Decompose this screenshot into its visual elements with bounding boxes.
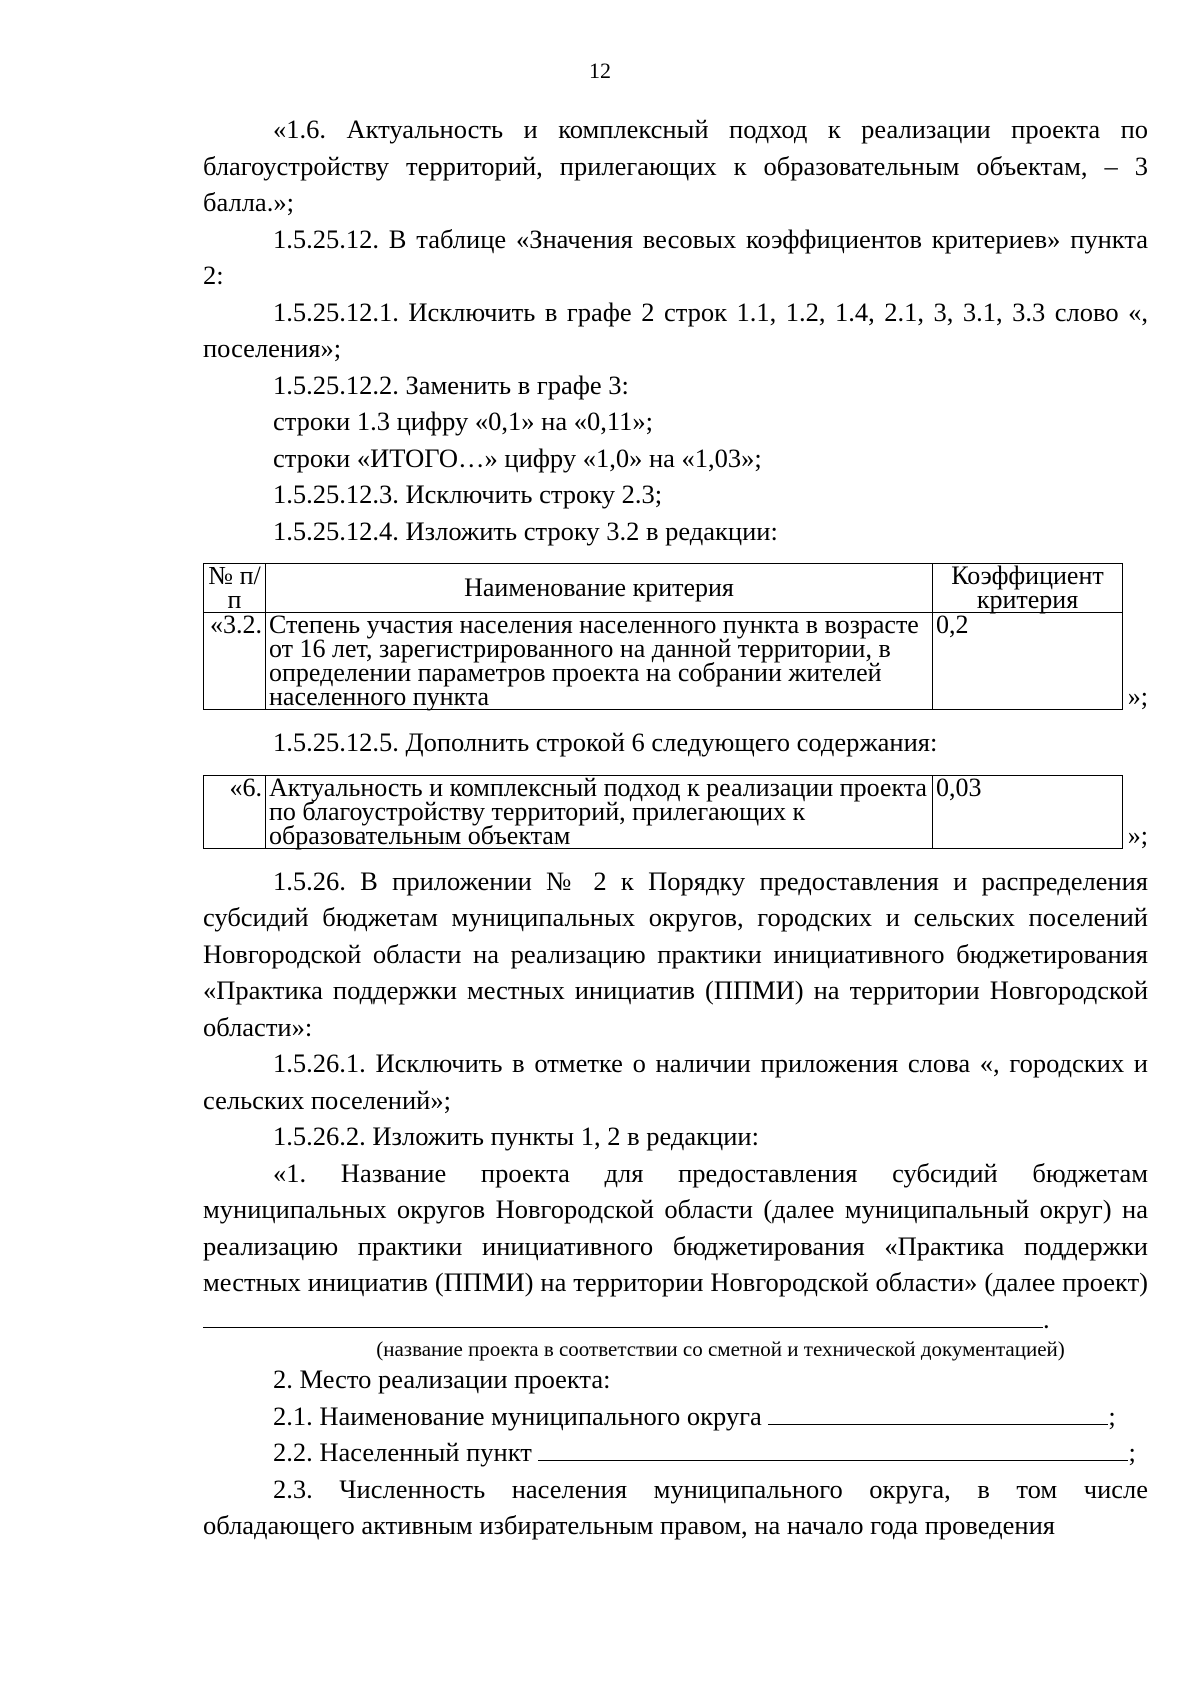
- blank-caption: (название проекта в соответствии со сметной и технической документацией): [376, 1337, 1065, 1361]
- row-num: «6.: [204, 775, 266, 848]
- table-closing-quote: »;: [1127, 820, 1148, 850]
- added-row-table: [203, 772, 1123, 850]
- row-coef: 0,03: [933, 775, 1123, 848]
- semicolon: ;: [1108, 1400, 1116, 1431]
- added-row-table-wrapper: [203, 772, 1148, 850]
- criteria-table: [203, 563, 1123, 710]
- paragraph: 1.5.25.12.5. Дополнить строкой 6 следующего содержания:: [273, 727, 938, 757]
- paragraph: 1.5.25.12.3. Исключить строку 2.3;: [273, 479, 663, 509]
- settlement-label: 2.2. Населенный пункт: [273, 1437, 532, 1467]
- page-number: 12: [589, 58, 611, 83]
- header-coef: Коэффициент критерия: [933, 564, 1123, 613]
- table-row: [204, 775, 1123, 848]
- row-name: Актуальность и комплексный подход к реализации проекта по благоустройству территорий, прилегающих к образовательным объектам: [266, 775, 933, 848]
- paragraph: [203, 1434, 1148, 1471]
- district-blank: [768, 1402, 1108, 1425]
- paragraph: 1.5.25.12. В таблице «Значения весовых коэффициентов критериев» пункта 2:: [203, 223, 1148, 290]
- row-num: «3.2.: [204, 613, 266, 710]
- paragraph: строки «ИТОГО…» цифру «1,0» на «1,03»;: [273, 442, 762, 473]
- paragraph: «1.6. Актуальность и комплексный подход к реализации проекта по благоустройству территорий, прилегающих к образовательным объектам, – 3 балла.»;: [203, 114, 1148, 217]
- paragraph: 2.3. Численность населения муниципального округа, в том числе обладающего активным избирательным правом, на начало года проведения: [203, 1473, 1148, 1540]
- document-body: [203, 111, 1148, 1544]
- paragraph: 1.5.25.12.1. Исключить в графе 2 строк 1.1, 1.2, 1.4, 2.1, 3, 3.1, 3.3 слово «, поселения»;: [203, 296, 1148, 363]
- paragraph: [203, 1398, 1148, 1435]
- project-name-blank: [203, 1305, 1043, 1328]
- table-closing-quote: »;: [1127, 682, 1148, 711]
- district-label: 2.1. Наименование муниципального округа: [273, 1400, 762, 1431]
- paragraph: [203, 1155, 1148, 1338]
- settlement-blank: [538, 1438, 1128, 1461]
- table-header-row: [204, 564, 1123, 613]
- semicolon: ;: [1128, 1437, 1136, 1467]
- criteria-table-wrapper: [203, 563, 1148, 710]
- paragraph: 1.5.25.12.2. Заменить в графе 3:: [273, 369, 629, 400]
- paragraph: 1.5.26. В приложении № 2 к Порядку предоставления и распределения субсидий бюджетам муниципальных округов, городских и сельских поселений Новгородской области на реализацию практики инициативного бюджетирования «Практика поддержки местных инициатив (ППМИ) на территории Новгородской области»:: [203, 865, 1148, 1042]
- paragraph: 2. Место реализации проекта:: [273, 1364, 611, 1394]
- period: .: [1043, 1303, 1050, 1334]
- paragraph: 1.5.26.1. Исключить в отметке о наличии приложения слова «, городских и сельских поселений»;: [203, 1048, 1148, 1115]
- row-name: Степень участия населения населенного пункта в возрасте от 16 лет, зарегистрированного на данной территории, в определении параметров проекта на собрании жителей населенного пункта: [266, 613, 933, 710]
- paragraph: строки 1.3 цифру «0,1» на «0,11»;: [273, 406, 653, 436]
- paragraph: 1.5.26.2. Изложить пункты 1, 2 в редакции:: [273, 1121, 759, 1151]
- header-name: Наименование критерия: [266, 564, 933, 613]
- paragraph: 1.5.25.12.4. Изложить строку 3.2 в редакции:: [273, 515, 778, 546]
- project-name-text: «1. Название проекта для предоставления субсидий бюджетам муниципальных округов Новгородской области (далее муниципальный округ) на реализацию практики инициативного бюджетирования «Практика поддержки местных инициатив (ППМИ) на территории Новгородской области» (далее проект): [203, 1157, 1148, 1297]
- table-row: [204, 613, 1123, 710]
- row-coef: 0,2: [933, 613, 1123, 710]
- header-num: № п/п: [204, 564, 266, 613]
